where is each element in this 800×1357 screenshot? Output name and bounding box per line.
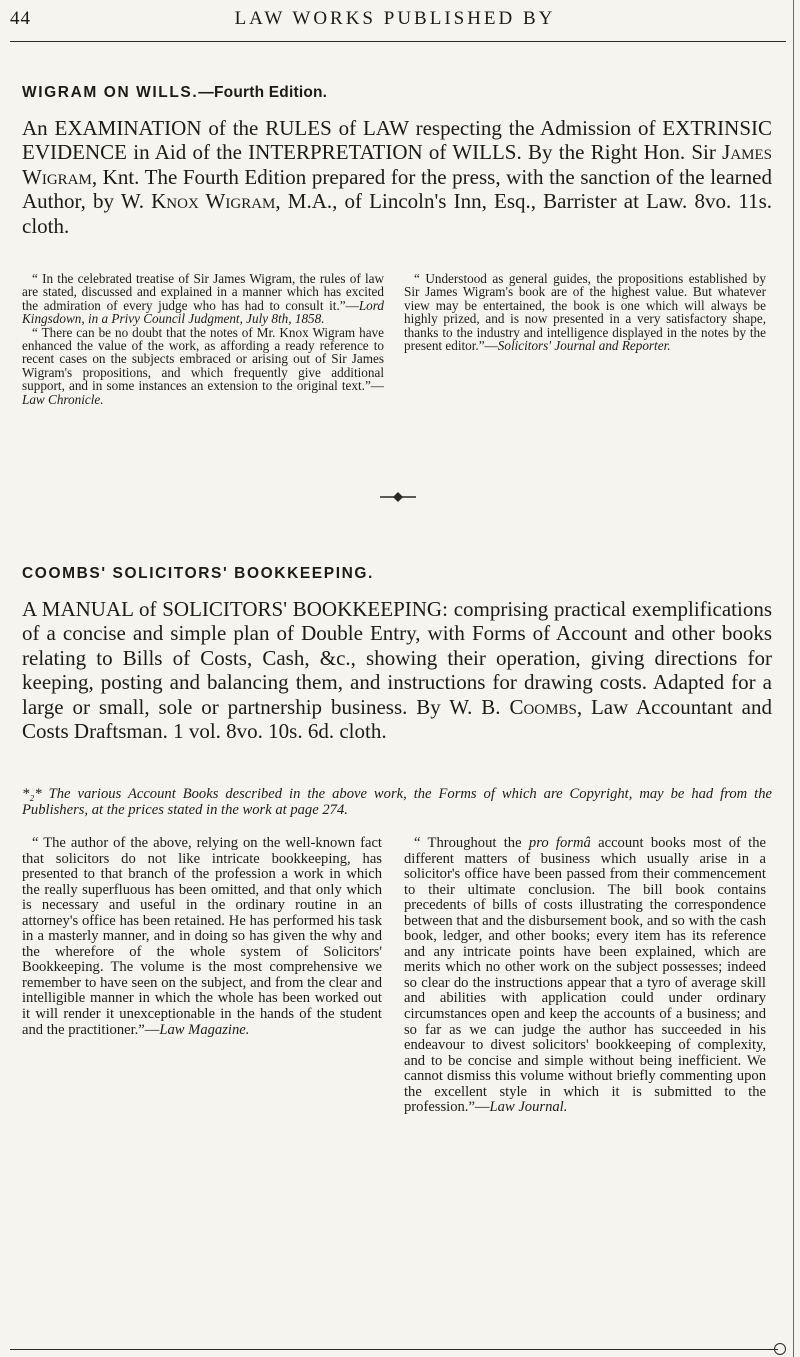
review-source: Law Chronicle.	[22, 391, 104, 407]
review-source: Law Journal.	[489, 1099, 568, 1116]
coombs-review-1	[22, 836, 382, 1038]
page-header	[10, 8, 780, 38]
coombs-title-author: Coombs	[509, 694, 577, 719]
wigram-title-text: An EXAMINATION of the RULES of LAW respecting the Admission of EXTRINSIC EVIDENCE in Aid of the INTERPRETATION of WILLS. By the Right Hon. Sir	[22, 116, 772, 165]
wigram-title-editor: Knox Wigram	[151, 189, 276, 214]
wigram-title-author: James Wigram	[22, 140, 772, 189]
wigram-review-2a	[22, 326, 384, 406]
wigram-heading-title: WIGRAM ON WILLS.	[22, 84, 199, 101]
review-text: “ Throughout the	[414, 835, 529, 851]
wigram-review-1	[22, 272, 384, 326]
wigram-heading-edition: —Fourth Edition.	[198, 84, 328, 101]
review-source: Law Magazine.	[159, 1021, 250, 1038]
footer-rule	[10, 1349, 778, 1350]
wigram-review-column-left	[22, 272, 384, 406]
review-source: Lord Kingsdown, in a Privy Council Judgment, July 8th, 1858.	[22, 297, 384, 327]
review-text: “ Understood as general guides, the propositions established by Sir James Wigram's book are of the highest value. But whatever view may be entertained, the book is one which will always be highly prized, and is now presented in a very satisfactory shape, thanks to the industry and intelligence displayed in the notes by the present editor.”—	[404, 271, 766, 354]
review-text: “ In the celebrated treatise of Sir James Wigram, the rules of law are stated, discussed and explained in a manner which has excited the admiration of every judge who has had to consult it.”—	[22, 271, 384, 313]
review-italic: pro formâ	[528, 835, 591, 851]
coombs-review-2	[404, 836, 766, 1116]
wigram-title-text-3: , M.A., of Lincoln's Inn, Esq., Barrister at Law. 8vo. 11s. cloth.	[22, 189, 772, 238]
review-text: “ The author of the above, relying on the well-known fact that solicitors do not like intricate bookkeeping, has presented to that branch of the profession a work in which the really superfluous has been omitted, and that only which is necessary and useful in the ordinary routine in an attorney's office has been retained. He has performed his task in a masterly manner, and in doing so has given the why and the wherefore of the whole system of Solicitors' Bookkeeping. The volume is the most comprehensive we remember to have seen on the subject, and from the clear and intelligible manner in which the whole has been worked out it will render it unexceptionable in the hands of the student and the practitioner.”—	[22, 835, 382, 1038]
wigram-title-text-2: , Knt. The Fourth Edition prepared for the press, with the sanction of the learned Author, by W.	[22, 164, 772, 214]
review-source: Solicitors' Journal and Reporter.	[497, 338, 671, 354]
ornament-divider-icon	[378, 490, 418, 504]
header-rule	[10, 41, 786, 42]
page-number: 44	[10, 8, 31, 29]
coombs-title-text-2: , Law Accountant and Costs Draftsman. 1 vol. 8vo. 10s. 6d. cloth.	[22, 694, 772, 744]
wigram-heading	[22, 84, 327, 102]
coombs-title	[22, 597, 772, 743]
wigram-title	[22, 116, 772, 238]
coombs-heading: COOMBS' SOLICITORS' BOOKKEEPING.	[22, 565, 374, 582]
page-edge	[793, 0, 794, 1357]
wigram-review-column-right	[404, 272, 766, 352]
running-head: LAW WORKS PUBLISHED BY	[234, 8, 556, 29]
coombs-review-column-left	[22, 836, 382, 1038]
wigram-review-3	[404, 272, 766, 352]
coombs-review-column-right	[404, 836, 766, 1116]
review-text-2: account books most of the different matters of business which usually arise in a solicitor's office have been passed from their commencement to their ultimate conclusion. The bill book contains precedents of bills of costs illustrating the correspondence between that and the disbursement book, and so with the cash book, ledger, and other books; every item has its reference and any intricate points have been explained, which are merits which no other work on the subject possesses; indeed so clear do the instructions appear that a tyro of average skill and abilities with application could under ordinary circumstances open and keep the accounts of a business; and so far as we can judge the author has succeeded in his endeavour to divest solicitors' bookkeeping of complexity, and to be concise and simple without being inefficient. We cannot dismiss this volume without briefly commenting upon the excellent style in which it is submitted to the profession.”—	[404, 835, 766, 1116]
review-text: “ There can be no doubt that the notes of Mr. Knox Wigram have enhanced the value of the work, as affording a ready reference to recent cases on the subjects embraced or arising out of Sir James Wigram's propositions, and which frequently give additional support, and in some instances an extension to the original text.”—	[22, 324, 384, 394]
coombs-note: *₂* The various Account Books described in the above work, the Forms of which are Copyright, may be had from the Publishers, at the prices stated in the work at page 274.	[22, 786, 772, 818]
coombs-title-text: A MANUAL of SOLICITORS' BOOKKEEPING: comprising practical exemplifications of a concise and simple plan of Double Entry, with Forms of Account and other books relating to Bills of Costs, Cash, &c., showing their operation, giving directions for keeping, posting and balancing them, and instructions for drawing costs. Adapted for a large or small, sole or partnership business. By W. B.	[22, 597, 772, 719]
corner-circle-icon	[774, 1343, 786, 1355]
